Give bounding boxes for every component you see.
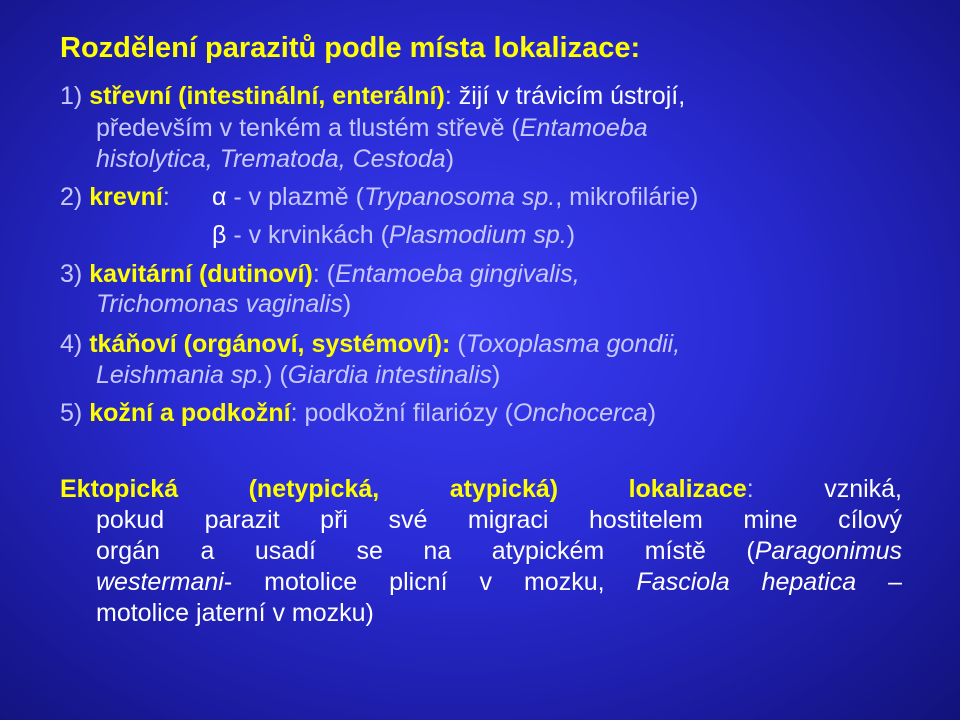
ectopic-term: Ektopická (netypická, atypická) lokalizace <box>60 475 747 503</box>
beta-symbol: β <box>212 221 227 249</box>
item-2-line-1: 2) krevní: <box>60 183 170 211</box>
item-5-line-1: 5) kožní a podkožní: podkožní filariózy (Onchocerca) <box>60 399 657 427</box>
alpha-symbol: α <box>212 183 227 211</box>
item-2-beta-line: β - v krvinkách (Plasmodium sp.) <box>212 221 576 249</box>
item-4-term: tkáňoví (orgánoví, systémoví): <box>89 330 451 358</box>
ectopic-line-5: motolice jaterní v mozku) <box>96 599 374 627</box>
slide-title: Rozdělení parazitů podle místa lokalizace: <box>60 32 641 64</box>
item-2-alpha-line: α - v plazmě (Trypanosoma sp., mikrofilárie) <box>212 183 699 211</box>
item-1-line-1: 1) střevní (intestinální, enterální): žijí v trávicím ústrojí, <box>60 82 686 110</box>
item-1-term: střevní (intestinální, enterální) <box>89 82 445 110</box>
item-1-line-2: především v tenkém a tlustém střevě (Entamoeba <box>96 114 648 142</box>
item-3-line-1: 3) kavitární (dutinoví): (Entamoeba gingivalis, <box>60 260 580 288</box>
ectopic-line-2: pokud parazit při své migraci hostitelem mine cílový <box>96 506 902 534</box>
item-2-term: krevní <box>89 183 163 211</box>
item-5-term: kožní a podkožní <box>89 399 291 427</box>
item-3-line-2: Trichomonas vaginalis) <box>96 290 352 318</box>
ectopic-line-3: orgán a usadí se na atypickém místě (Paragonimus <box>96 537 902 565</box>
item-1-line-3: histolytica, Trematoda, Cestoda) <box>96 145 455 173</box>
item-4-line-1: 4) tkáňoví (orgánoví, systémoví): (Toxoplasma gondii, <box>60 330 681 358</box>
item-3-term: kavitární (dutinoví) <box>89 260 313 288</box>
ectopic-line-1: Ektopická (netypická, atypická) lokalizace: vzniká, <box>60 475 902 503</box>
item-4-line-2: Leishmania sp.) (Giardia intestinalis) <box>96 361 501 389</box>
ectopic-line-4: westermani- motolice plicní v mozku, Fasciola hepatica – <box>96 568 902 596</box>
